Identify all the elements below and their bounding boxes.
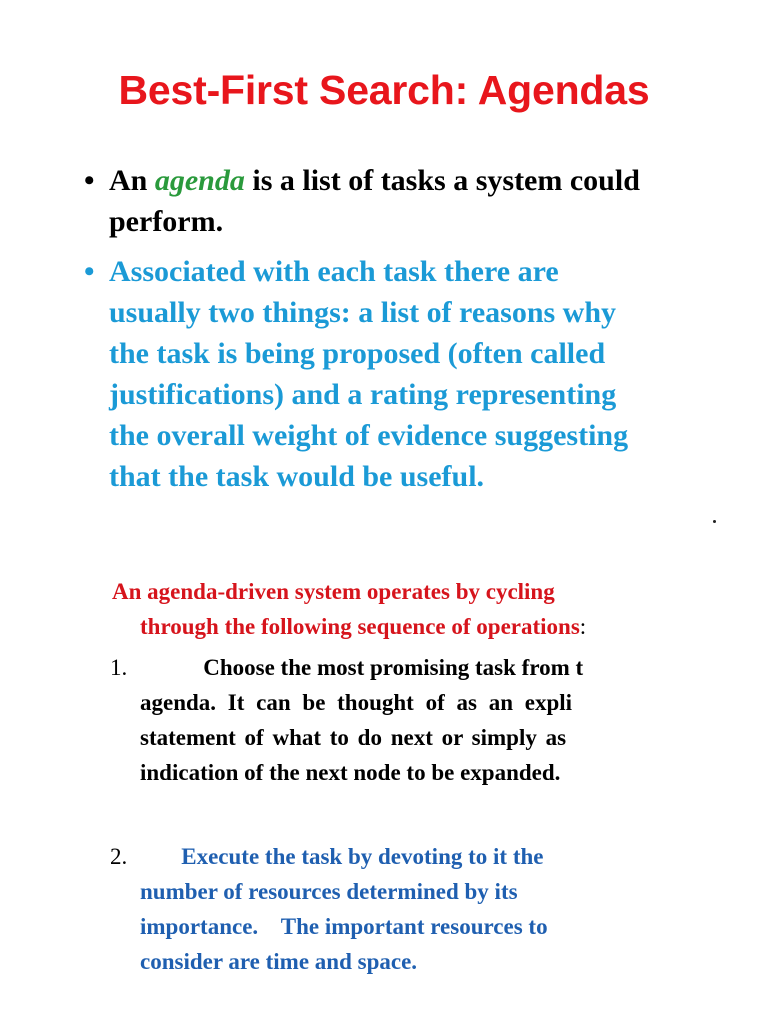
bullet-marker: • [84,255,95,288]
item-line: consider are time and space. [140,949,418,974]
item-number: 2. [110,844,128,869]
bullet-pre: An [109,164,155,197]
item-number: 1. [110,655,128,680]
item-line-text: Choose the most promising task from t [203,655,584,680]
bullet-line: the task is being proposed (often called [109,337,606,370]
slide-title: Best-First Search: Agendas [118,67,650,113]
stray-mark [713,520,716,523]
bullet-post: is a list of tasks a system could [244,164,640,197]
bullet-task-associations [84,251,734,497]
item-line-text: Execute the task by devoting to it the [181,844,544,869]
bullet-marker: • [84,164,95,197]
bullet-line: that the task would be useful. [109,460,485,493]
item-line [110,650,720,685]
intro-colon: : [579,614,587,639]
item-line [110,839,548,874]
bullet-text [84,251,734,497]
intro-line [112,609,586,644]
intro-line-text: through the following sequence of operations [140,614,580,639]
item-line: indication of the next node to be expanded. [140,760,561,785]
item-line: statement of what to do next or simply as [140,725,567,750]
bullet-line: the overall weight of evidence suggesting [109,419,629,452]
bullet-line [109,160,734,201]
item-text-clip [110,650,720,800]
bullet-line: Associated with each task there are [109,255,559,288]
bullet-line: usually two things: a list of reasons why [109,296,617,329]
bullet-agenda-definition [84,160,734,242]
intro-line: An agenda-driven system operates by cycling [112,579,555,604]
bullet-line: perform. [109,205,224,238]
item-line: agenda. It can be thought of as an expli [140,690,573,715]
operation-item-2 [110,839,548,979]
bullet-line: justifications) and a rating representing [109,378,617,411]
bullet-text [84,160,734,242]
agenda-cycle-intro [112,574,586,644]
agenda-term: agenda [154,164,245,197]
item-line: importance. The important resources to [140,914,548,939]
item-line: number of resources determined by its [140,879,518,904]
